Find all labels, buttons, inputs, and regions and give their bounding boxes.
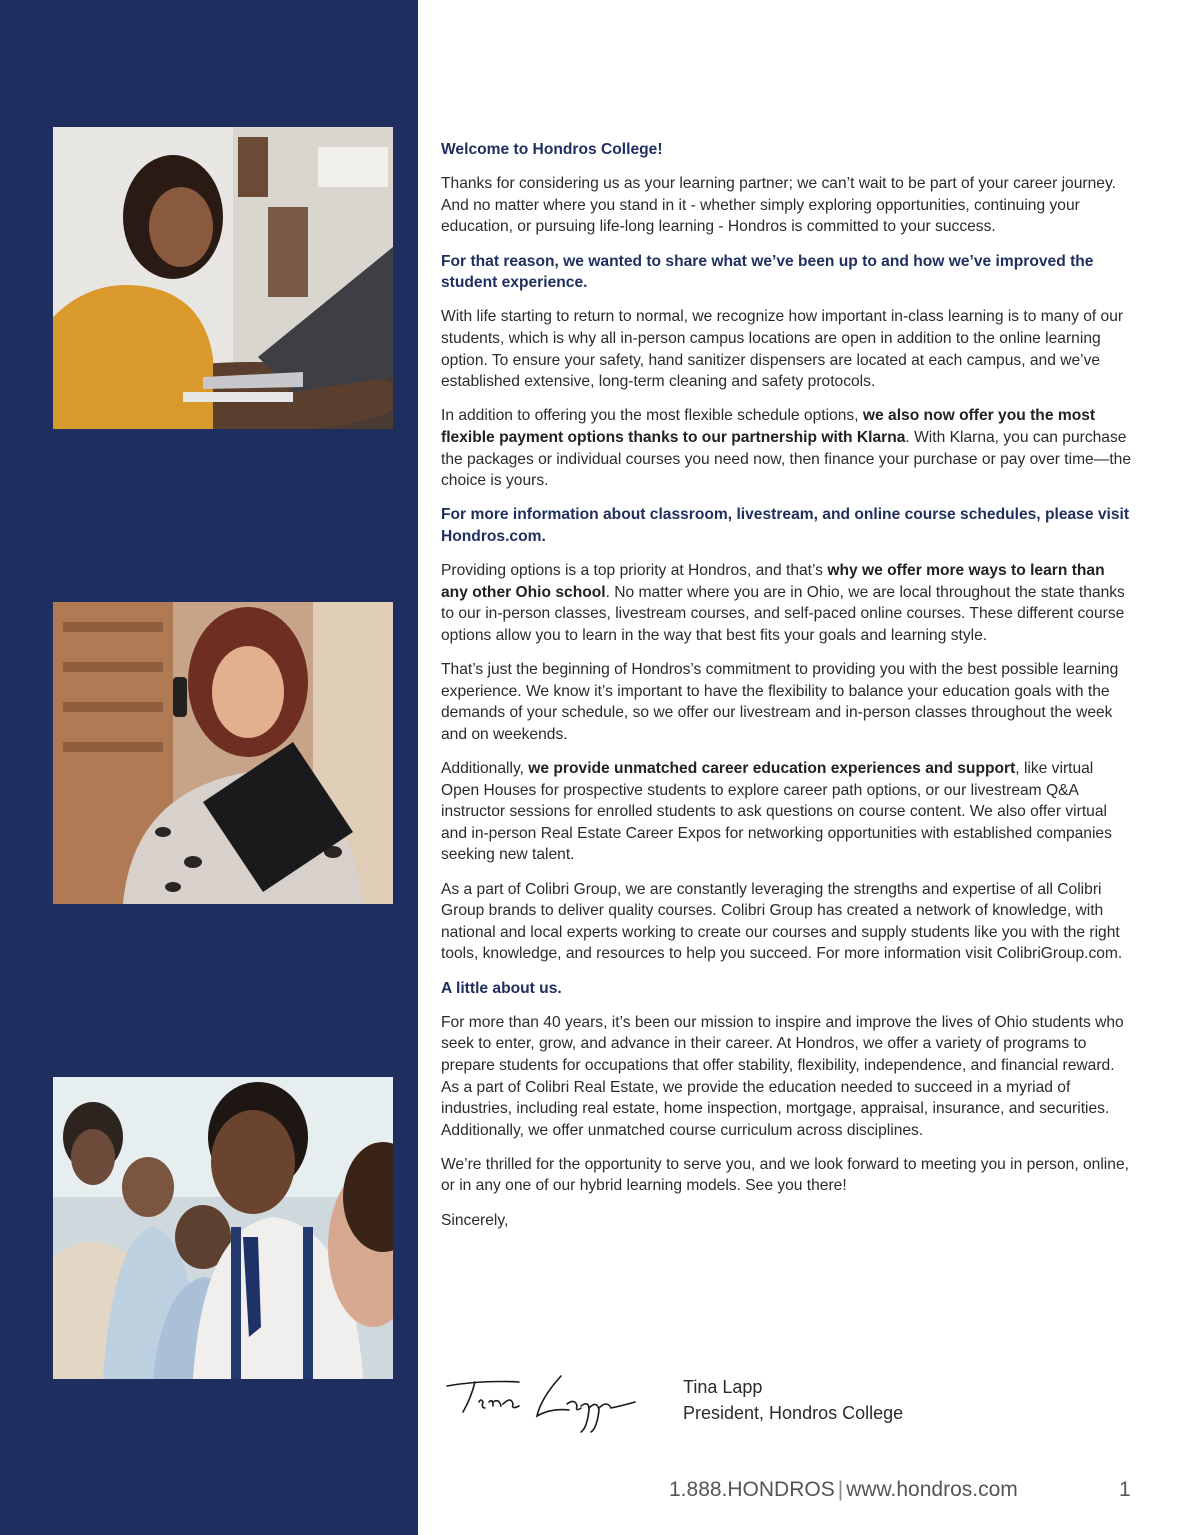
footer-website[interactable]: www.hondros.com — [846, 1478, 1018, 1501]
text-emphasis: we provide unmatched career education experiences and support — [528, 760, 1016, 777]
paragraph-support — [441, 758, 1131, 866]
signer-title: President, Hondros College — [683, 1403, 904, 1423]
photo-woman-on-phone — [53, 602, 393, 904]
closing: Sincerely, — [441, 1211, 509, 1229]
paragraph-colibri: As a part of Colibri Group, we are constantly leveraging the strengths and expertise of all Colibri Group brands to deliver quality courses. Colibri Group has created a network of knowledge, with national and local experts working to create our courses and supply students like you with the right tools, knowledge, and resources to help you succeed. For more information visit ColibriGroup.com. — [441, 880, 1123, 963]
heading-about-us: A little about us. — [441, 979, 562, 997]
signature-block — [441, 1368, 1141, 1448]
photo-students-classroom — [53, 1077, 393, 1379]
signer-info — [683, 1374, 903, 1426]
footer-contact — [669, 1476, 1018, 1504]
handwritten-signature — [441, 1368, 641, 1440]
paragraph-intro: Thanks for considering us as your learning partner; we can’t wait to be part of your career journey. And no matter where you stand in it - whether simply exploring opportunities, continuing your education, or pursuing life-long learning - Hondros is committed to your success. — [441, 175, 1116, 236]
sidebar-panel — [0, 0, 418, 1535]
text-segment: Additionally, — [441, 760, 529, 777]
text-emphasis: we also now offer you the most flexible payment options thanks to our partnership with Klarna — [441, 407, 1096, 446]
heading-improvements: For that reason, we wanted to share what we’ve been up to and how we’ve improved the student experience. — [441, 252, 1094, 292]
paragraph-options — [441, 560, 1131, 646]
photo-woman-with-laptop — [53, 127, 393, 429]
paragraph-in-person: With life starting to return to normal, we recognize how important in-class learning is to many of our students, which is why all in-person campus locations are open in addition to the online learning option. To ensure your safety, hand sanitizer dispensers are located at each campus, and we’ve established extensive, long-term cleaning and safety protocols. — [441, 308, 1124, 391]
text-segment: In addition to offering you the most flexible schedule options, — [441, 407, 863, 425]
footer-separator: | — [837, 1478, 844, 1501]
text-segment: Providing options is a top priority at Hondros, and that’s — [441, 562, 828, 580]
paragraph-payment — [441, 405, 1131, 491]
paragraph-commitment: That’s just the beginning of Hondros’s commitment to providing you with the best possible learning experience. We know it’s important to have the flexibility to balance your education goals with the demands of your schedule, so we offer our livestream and in-person classes throughout the week and on weekends. — [441, 661, 1119, 743]
text-segment: , like virtual Open Houses for prospective students to explore career path options, or our livestream Q&A instructor sessions for enrolled students to ask questions on course content. We also offer virtual and in-person Real Estate Career Expos for networking opportunities with established companies seeking new talent. — [441, 760, 1112, 864]
text-emphasis: why we offer more ways to learn than any other Ohio school — [441, 562, 1105, 601]
text-segment: . No matter where you are in Ohio, we are local throughout the state thanks to our in-person classes, livestream courses, and self-paced online courses. These different course options allow you to learn in the way that best fits your goals and learning style. — [441, 583, 1125, 644]
heading-schedules: For more information about classroom, livestream, and online course schedules, please visit Hondros.com. — [441, 506, 1130, 545]
signer-name: Tina Lapp — [683, 1377, 763, 1397]
text-segment: . With Klarna, you can purchase the packages or individual courses you need now, then finance your purchase or pay over time—the choice is yours. — [441, 428, 1132, 490]
paragraph-mission: For more than 40 years, it’s been our mission to inspire and improve the lives of Ohio students who seek to enter, grow, and advance in their career. At Hondros, we offer a variety of programs to prepare students for occupations that offer stability, flexibility, independence, and financial reward. As a part of Colibri Real Estate, we provide the education needed to succeed in a myriad of industries, including real estate, home inspection, mortgage, appraisal, insurance, and securities. Additionally, we offer unmatched course curriculum across disciplines. — [441, 1013, 1124, 1139]
welcome-heading: Welcome to Hondros College! — [441, 141, 663, 158]
page-number: 1 — [1119, 1478, 1131, 1501]
letter-body — [441, 139, 1131, 1244]
footer-phone: 1.888.HONDROS — [669, 1478, 835, 1501]
paragraph-thanks: We’re thrilled for the opportunity to serve you, and we look forward to meeting you in person, online, or in any one of our hybrid learning models. See you there! — [441, 1155, 1129, 1195]
